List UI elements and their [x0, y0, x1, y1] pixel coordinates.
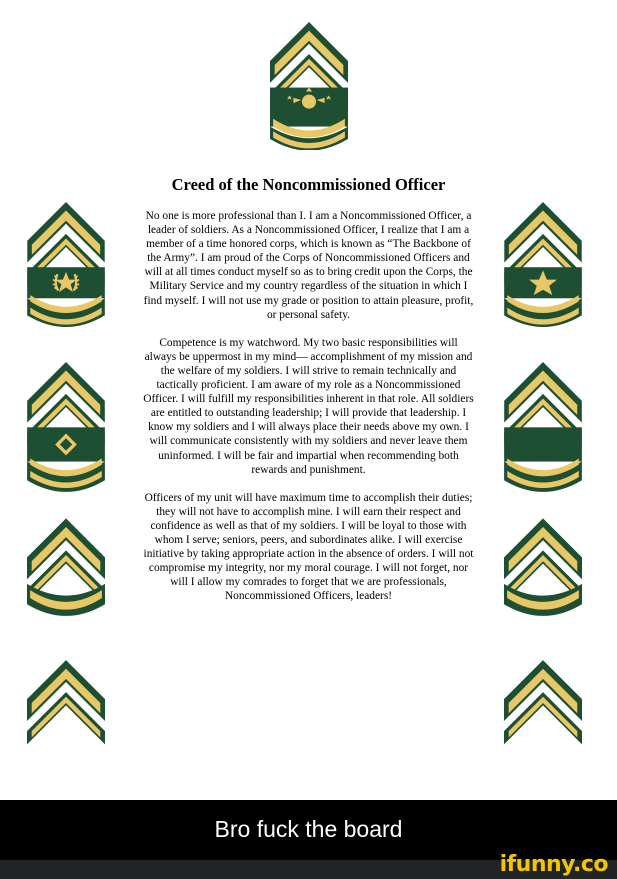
- ifunny-watermark: ifunny.co: [499, 852, 608, 877]
- creed-text: [143, 209, 474, 617]
- poster-title: Creed of the Noncommissioned Officer: [171, 175, 446, 194]
- master-sergeant-insignia-icon: [504, 362, 582, 502]
- meme-caption: Bro fuck the board: [214, 816, 403, 842]
- sergeant-major-insignia-icon: [504, 202, 582, 334]
- sergeant-major-of-the-army-insignia-icon: [270, 22, 348, 150]
- meme-caption-bar: [0, 800, 617, 860]
- corporal-insignia-icon: [504, 660, 582, 750]
- creed-paragraph-3: Officers of my unit will have maximum time to accomplish their duties; they will not have to accomplish mine. I will earn their respect and confidence as well as that of my soldiers. I will be loyal to those with whom I serve; seniors, peers, and subordinates alike. I will exercise initiative by taking appropriate action in the absence of orders. I will not compromise my integrity, nor my moral courage. I will not forget, nor will I allow my comrades to forget that we are professionals, Noncommissioned Officers, leaders!: [143, 491, 474, 603]
- command-sergeant-major-insignia-icon: [27, 202, 105, 334]
- sergeant-insignia-icon: [27, 660, 105, 750]
- creed-paragraph-1: No one is more professional than I. I am a Noncommissioned Officer, a leader of soldiers. As a Noncommissioned Officer, I realize that I am a member of a time honored corps, which is known as “The Backbone of the Army”. I am proud of the Corps of Noncommissioned Officers and will at all times conduct myself so as to bring credit upon the Corps, the Military Service and my country regardless of the situation in which I find myself. I will not use my grade or position to attain pleasure, profit, or personal safety.: [143, 210, 474, 321]
- sergeant-first-class-insignia-icon: [27, 518, 105, 628]
- watermark-footer: [0, 852, 617, 879]
- creed-paragraph-2: Competence is my watchword. My two basic responsibilities will always be uppermost in my mind— accomplishment of my mission and the welfare of my soldiers. I will strive to remain technically and tactically proficient. I am aware of my role as a Noncommissioned Officer. I will fulfill my responsibilities inherent in that role. All soldiers are entitled to outstanding leadership; I will provide that leadership. I know my soldiers and I will always place their needs above my own. I will communicate consistently with my soldiers and never leave them uninformed. I will be fair and impartial when recommending both rewards and punishment.: [143, 336, 474, 476]
- staff-sergeant-insignia-icon: [504, 518, 582, 628]
- first-sergeant-insignia-icon: [27, 362, 105, 502]
